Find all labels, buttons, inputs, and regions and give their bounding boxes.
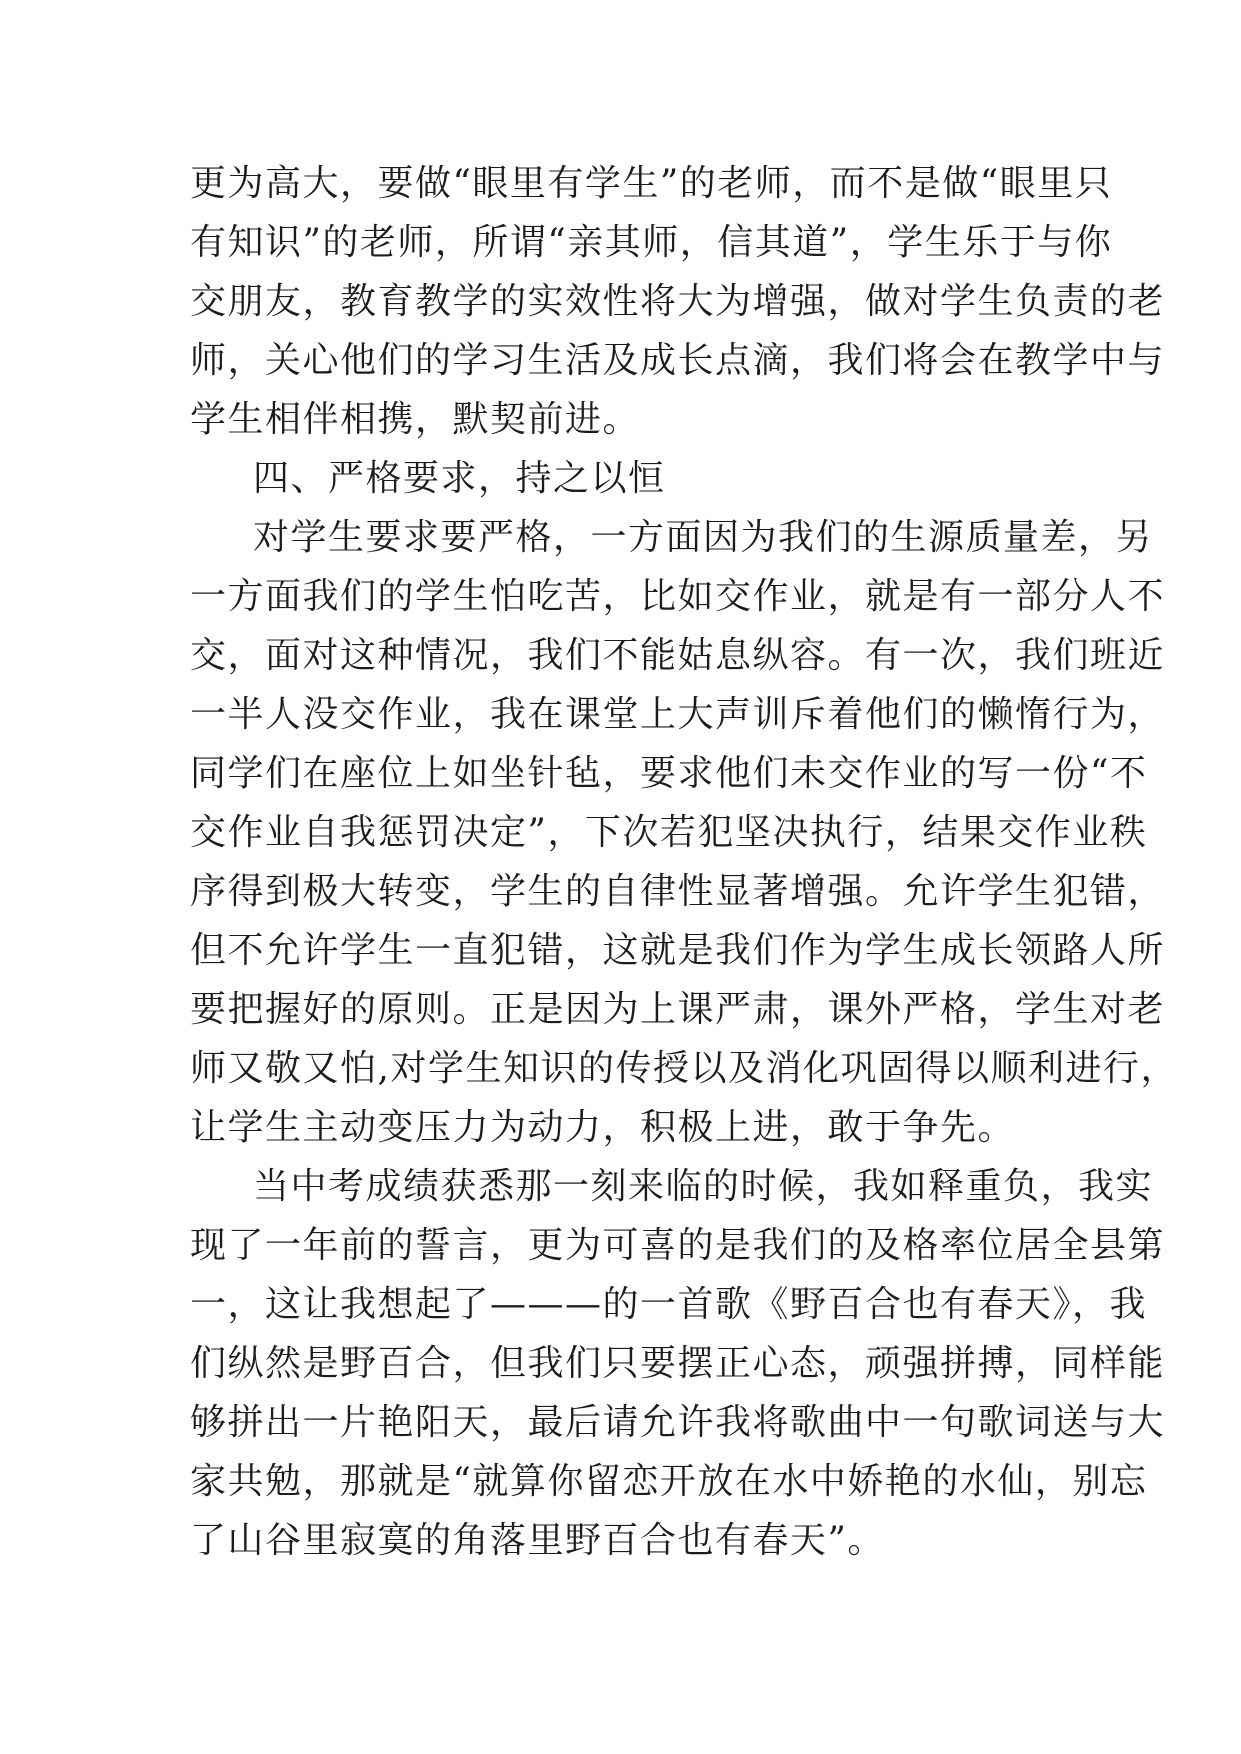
text-line: 对学生要求要严格，一方面因为我们的生源质量差，另: [253, 517, 1154, 558]
text-line: 要把握好的原则。正是因为上课严肃，课外严格，学生对老: [190, 989, 1166, 1030]
text-line: 够拼出一片艳阳天，最后请允许我将歌曲中一句歌词送与大: [190, 1402, 1166, 1443]
text-line: 师，关心他们的学习生活及成长点滴，我们将会在教学中与: [190, 340, 1166, 381]
text-line: 学生相伴相携，默契前进。: [190, 399, 641, 440]
text-line: 当中考成绩获悉那一刻来临的时候，我如释重负，我实: [253, 1166, 1154, 1207]
text-line: 让学生主动变压力为动力，积极上进，敢于争先。: [190, 1107, 1016, 1148]
text-line: 交朋友，教育教学的实效性将大为增强，做对学生负责的老: [190, 281, 1166, 322]
text-line: 但不允许学生一直犯错，这就是我们作为学生成长领路人所: [190, 930, 1166, 971]
text-line: 交，面对这种情况，我们不能姑息纵容。有一次，我们班近: [190, 635, 1166, 676]
text-line: 现了一年前的誓言，更为可喜的是我们的及格率位居全县第: [190, 1225, 1166, 1266]
text-line: 们纵然是野百合，但我们只要摆正心态，顽强拼搏，同样能: [190, 1343, 1166, 1384]
text-line: 一方面我们的学生怕吃苦，比如交作业，就是有一部分人不: [190, 576, 1166, 617]
text-line: 同学们在座位上如坐针毡，要求他们未交作业的写一份“不: [190, 753, 1148, 794]
text-line: 四、严格要求，持之以恒: [253, 458, 666, 499]
text-line: 了山谷里寂寞的角落里野百合也有春天”。: [190, 1520, 885, 1561]
text-line: 一半人没交作业，我在课堂上大声训斥着他们的懒惰行为，: [190, 694, 1166, 735]
text-line: 有知识”的老师，所谓“亲其师，信其道”，学生乐于与你: [190, 222, 1113, 263]
text-line: 师又敬又怕,对学生知识的传授以及消化巩固得以顺利进行，: [190, 1048, 1178, 1089]
text-line: 一，这让我想起了———的一首歌《野百合也有春天》，我: [190, 1284, 1148, 1325]
text-line: 家共勉，那就是“就算你留恋开放在水中娇艳的水仙，别忘: [190, 1461, 1148, 1502]
document-body: [190, 154, 1178, 1570]
text-line: 交作业自我惩罚决定”，下次若犯坚决执行，结果交作业秩: [190, 812, 1148, 853]
text-line: 序得到极大转变，学生的自律性显著增强。允许学生犯错，: [190, 871, 1166, 912]
text-line: 更为高大，要做“眼里有学生”的老师，而不是做“眼里只: [190, 163, 1113, 204]
